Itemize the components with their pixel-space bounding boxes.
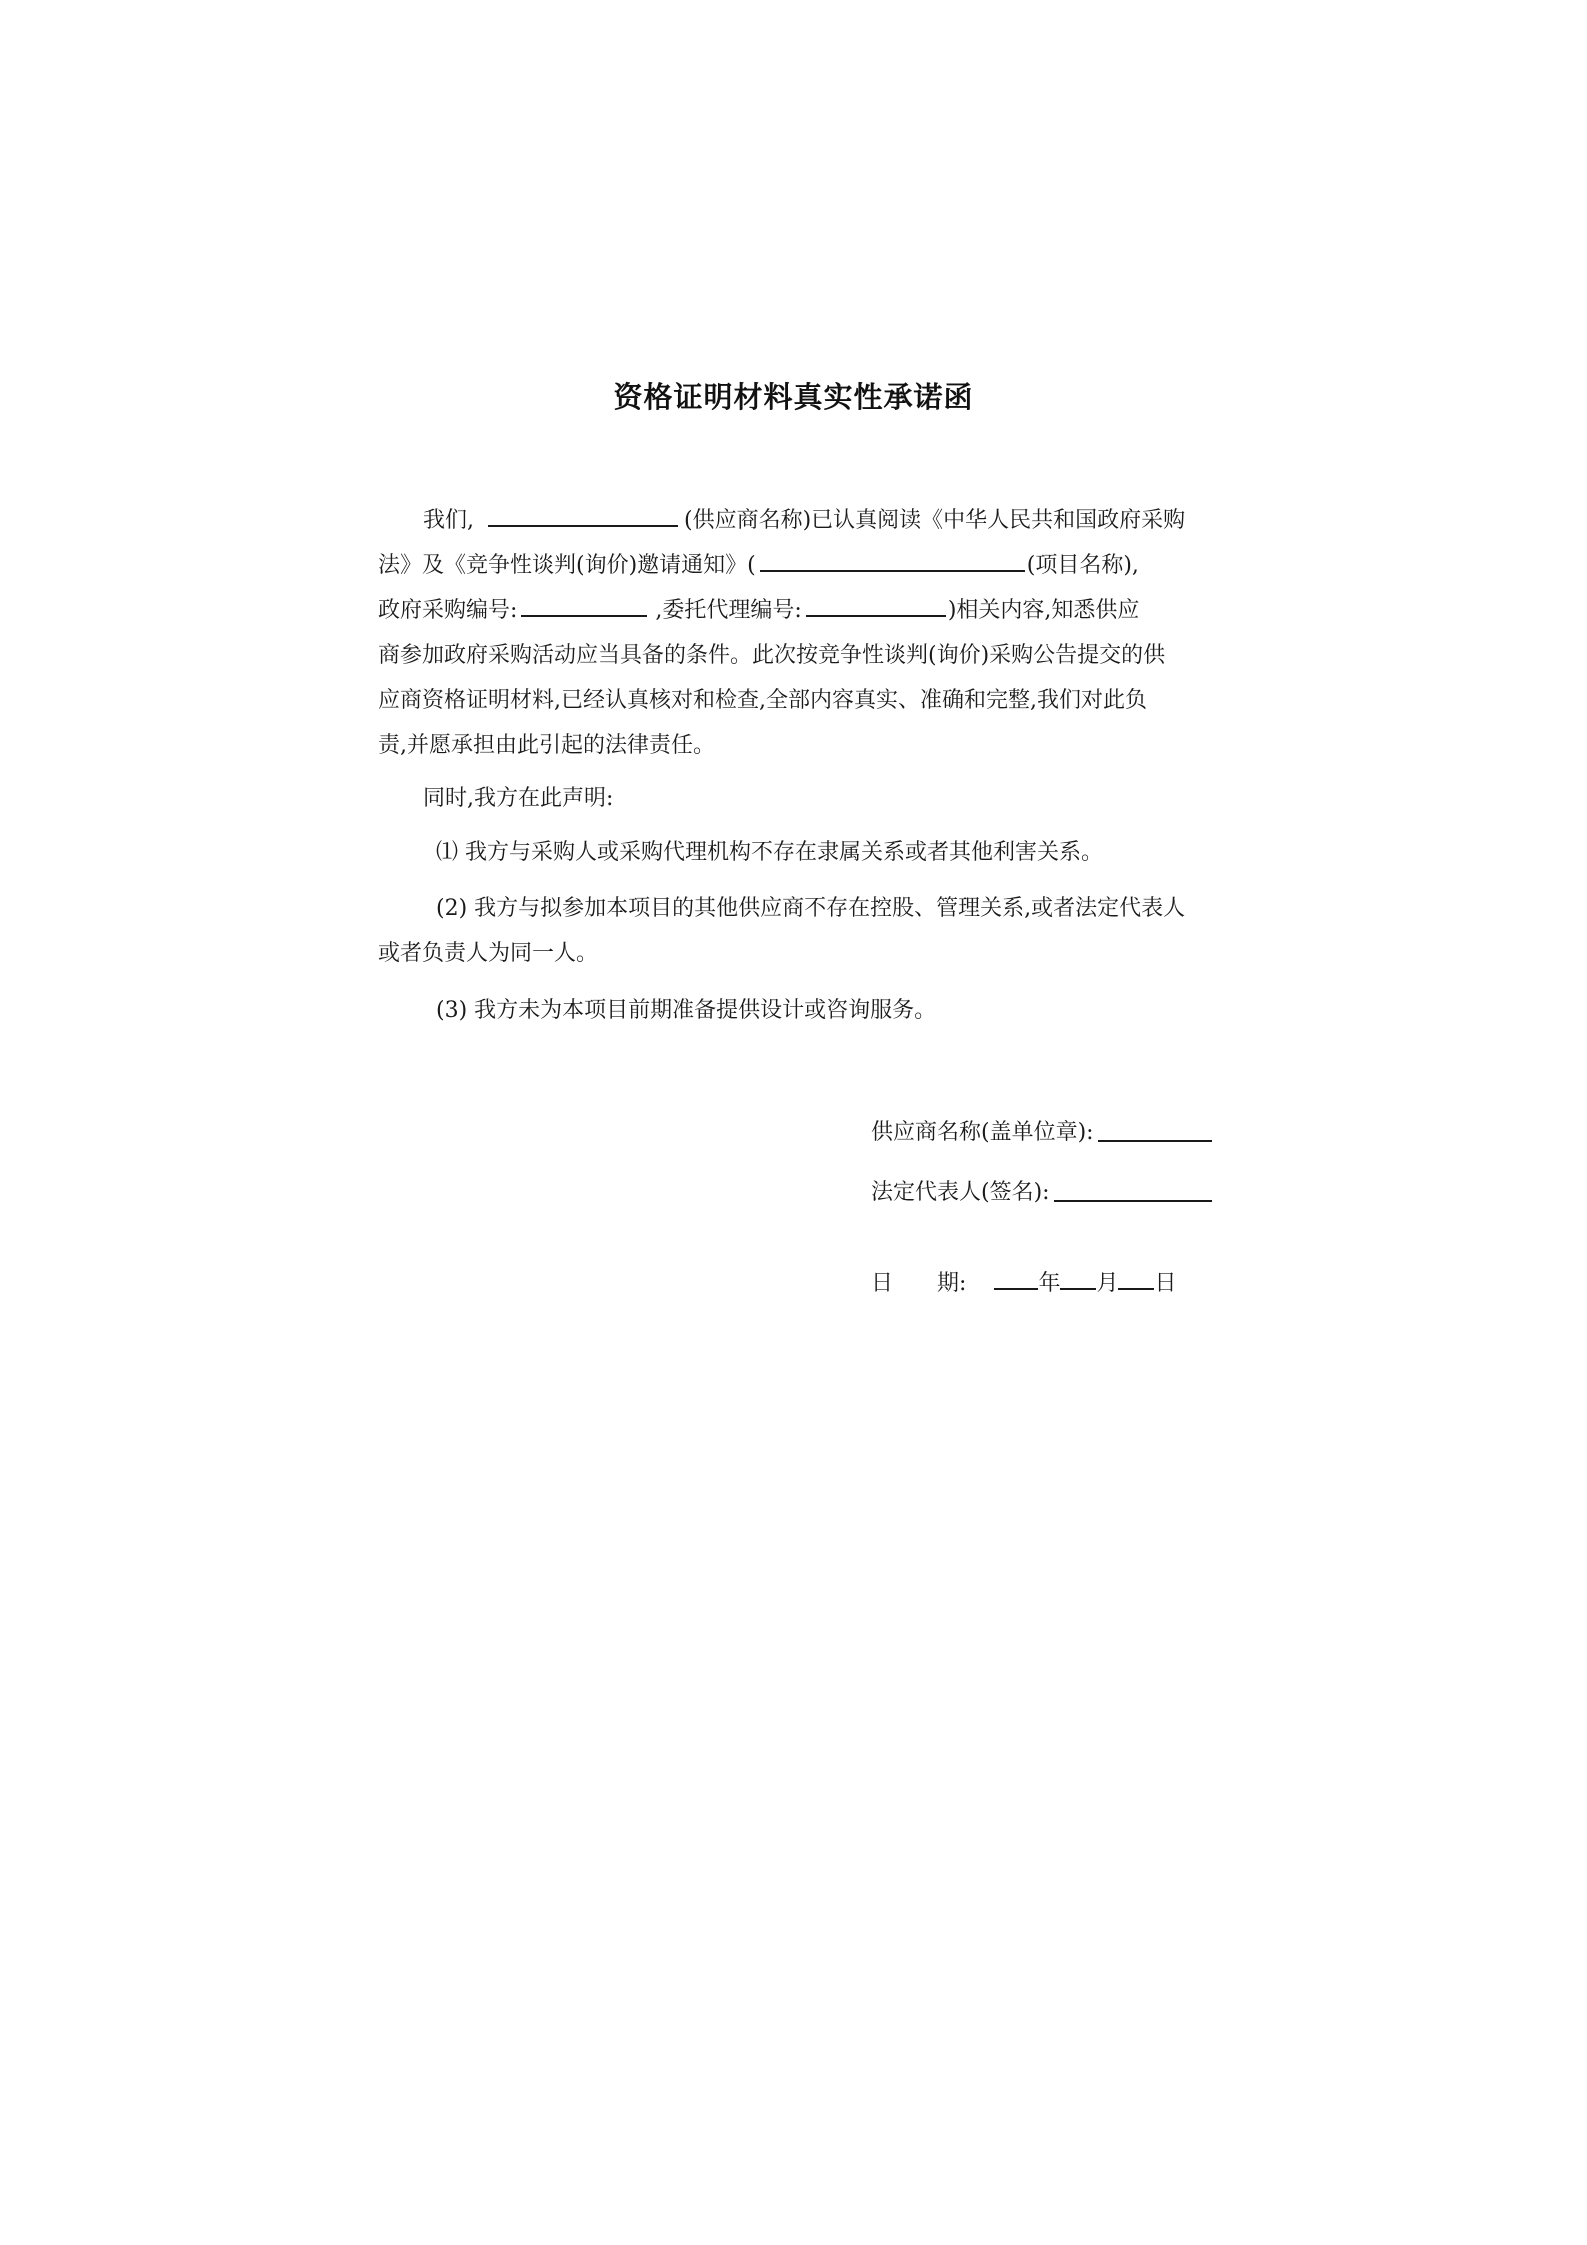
paragraph-line [378,588,1212,633]
declaration-item-2 [378,886,1212,976]
text-related-content: )相关内容,知悉供应 [947,598,1140,623]
paragraph-line: 责,并愿承担由此引起的法律责任。 [378,733,715,758]
item-2-text: (2) 我方与拟参加本项目的其他供应商不存在控股、管理关系,或者法定代表人 [436,896,1186,921]
supplier-seal-label: 供应商名称(盖单位章): [871,1119,1094,1145]
text-procurement-no: 政府采购编号: [378,598,518,623]
project-name-blank [760,544,1025,572]
item-1-text: ⑴ 我方与采购人或采购代理机构不存在隶属关系或者其他利害关系。 [436,840,1103,865]
document-title: 资格证明材料真实性承诺函 [613,380,974,414]
date-label-1: 日 [871,1271,894,1296]
agent-no-blank [806,589,946,617]
day-label: 日 [1154,1271,1177,1296]
legal-rep-row [871,1160,1212,1220]
month-label: 月 [1096,1271,1119,1296]
item-2-text-cont: 或者负责人为同一人。 [378,941,599,966]
declaration-intro: 同时,我方在此声明: [423,786,614,811]
paragraph-line: 应商资格证明材料,已经认真核对和检查,全部内容真实、准确和完整,我们对此负 [378,688,1147,713]
year-blank [994,1266,1038,1290]
main-paragraph [378,498,1212,768]
item-3-text: (3) 我方未为本项目前期准备提供设计或咨询服务。 [436,998,937,1023]
procurement-no-blank [521,589,647,617]
legal-rep-blank [1054,1178,1212,1202]
legal-rep-label: 法定代表人(签名): [871,1179,1050,1205]
declaration-item-1 [378,830,1212,875]
text-agent-no: ,委托代理编号: [655,598,802,623]
date-label-2: 期: [937,1271,967,1296]
signature-block [871,1100,1212,1220]
paragraph-line [378,498,1212,543]
year-label: 年 [1038,1271,1061,1296]
paragraph-line: 商参加政府采购活动应当具备的条件。此次按竞争性谈判(询价)采购公告提交的供 [378,643,1166,668]
supplier-seal-blank [1098,1118,1212,1142]
paragraph-line [378,543,1212,588]
text-law: 法》及《竞争性谈判(询价)邀请通知》( [378,553,756,578]
day-blank [1118,1266,1154,1290]
date-row [871,1266,1176,1297]
text-supplier-hint: (供应商名称)已认真阅读《中华人民共和国政府采购 [684,508,1186,533]
declaration-paragraph [378,776,1212,821]
supplier-name-blank [488,499,678,527]
month-blank [1060,1266,1096,1290]
text-project-hint: (项目名称), [1026,553,1139,578]
supplier-seal-row [871,1100,1212,1160]
text-we: 我们, [423,508,474,533]
declaration-item-3 [378,988,1212,1033]
